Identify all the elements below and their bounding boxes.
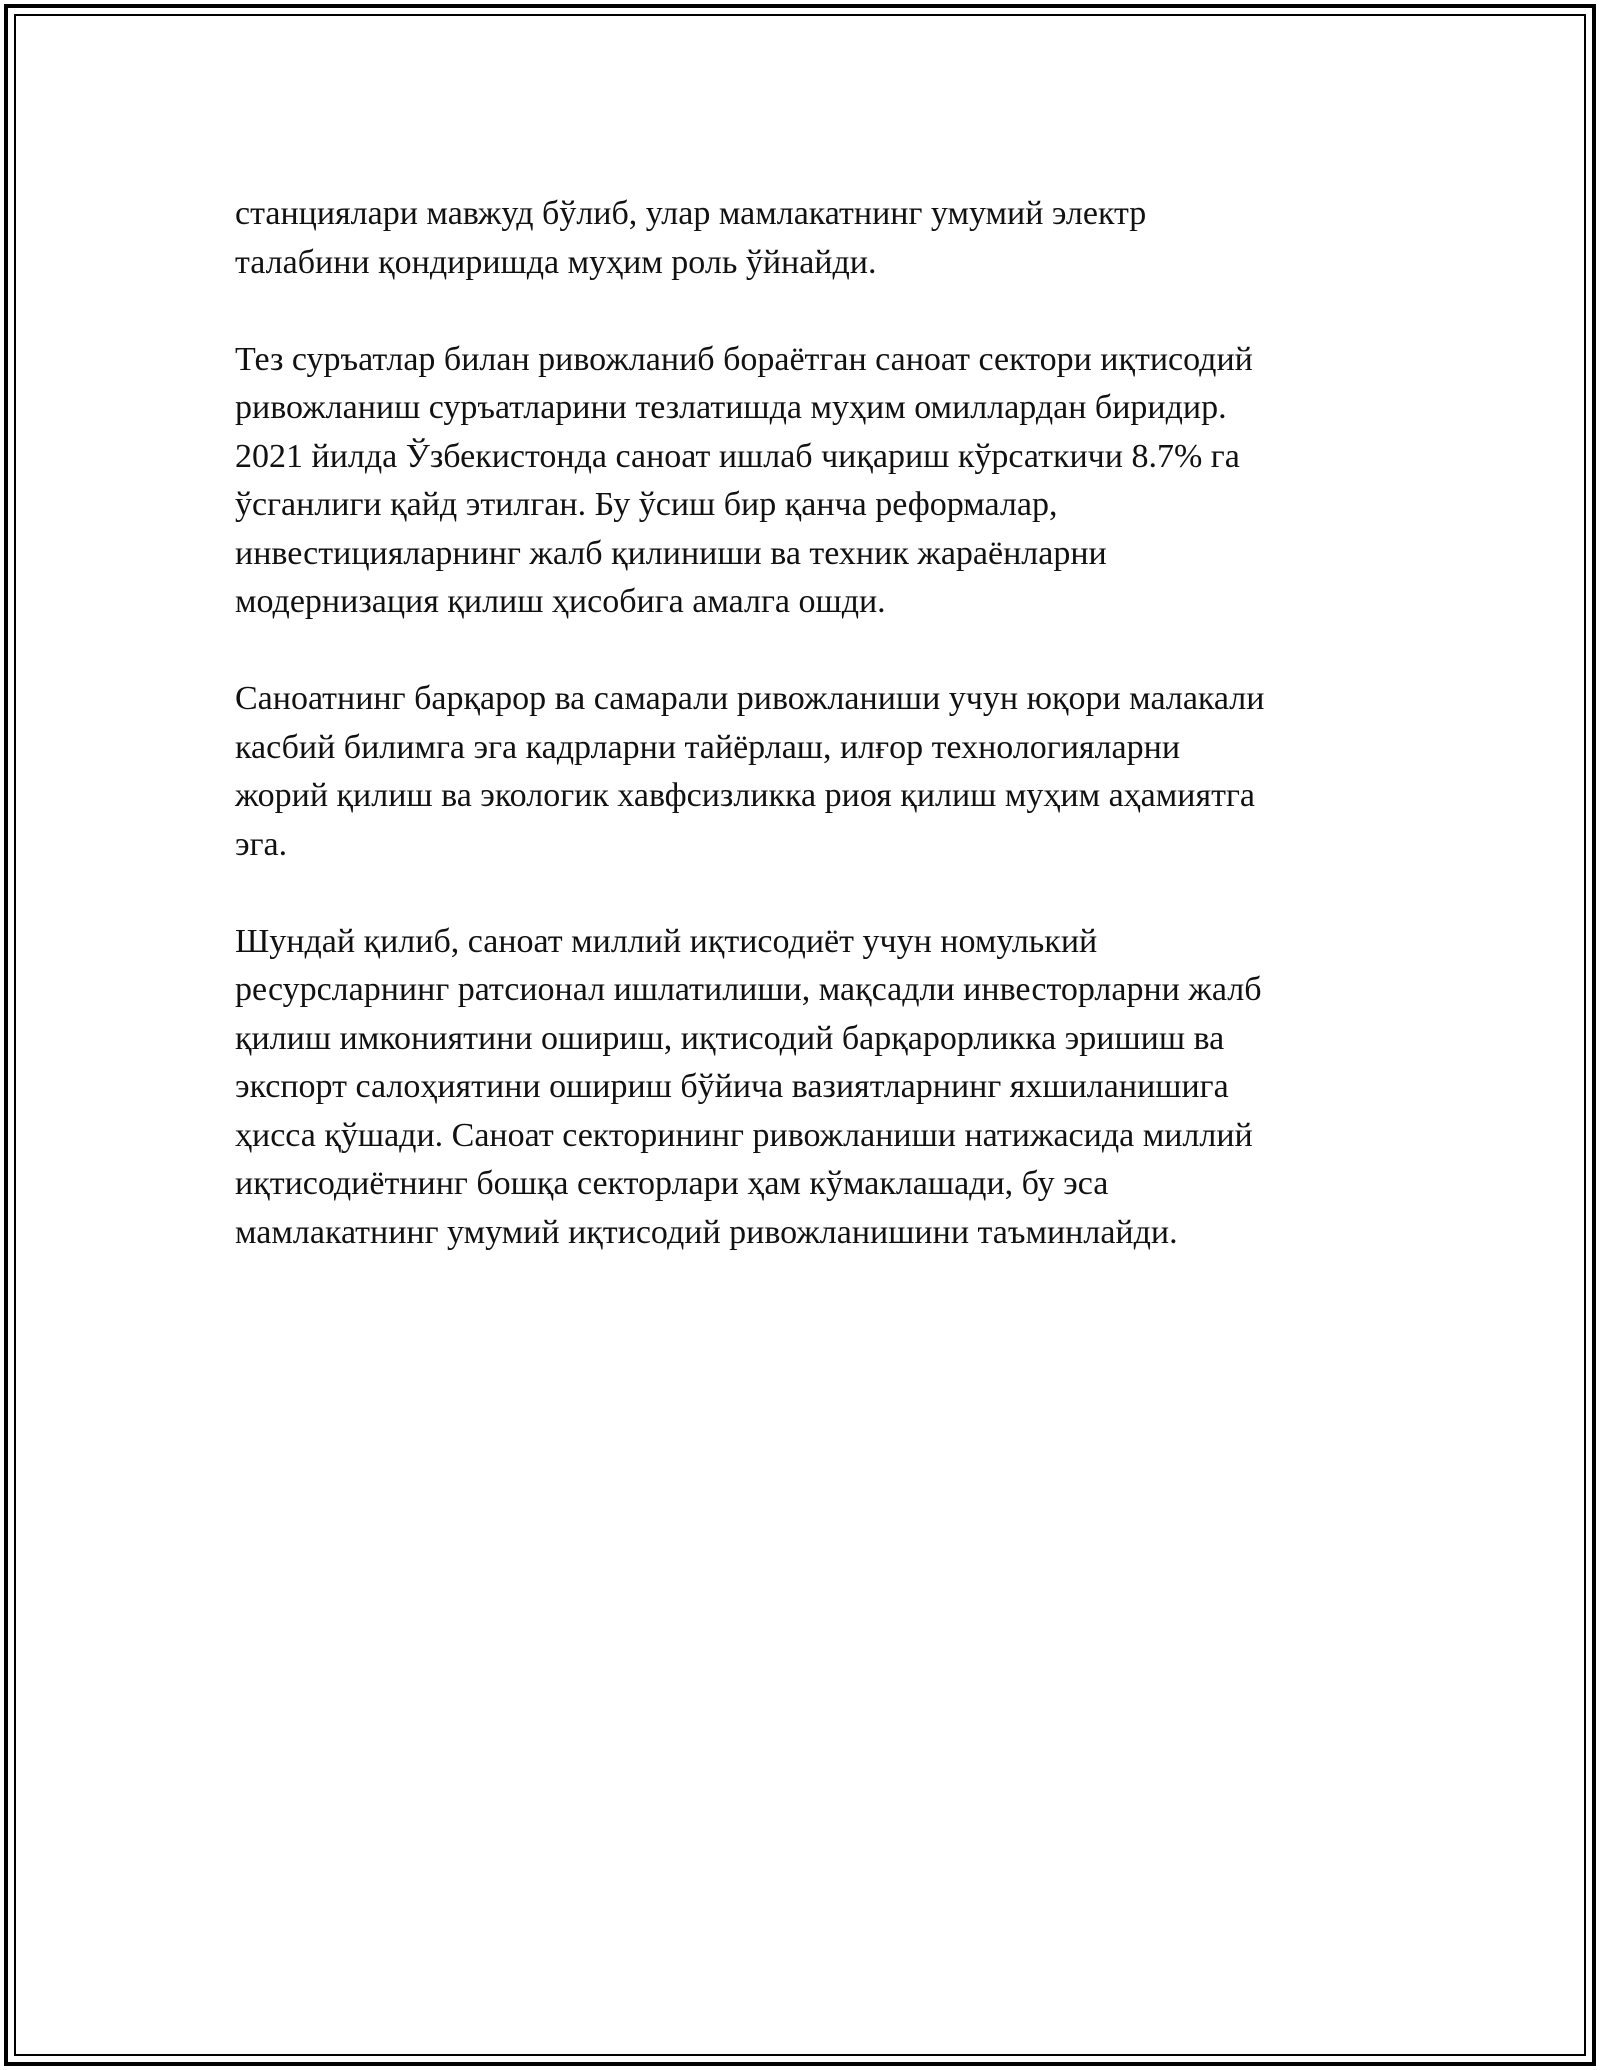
paragraph-1: станциялари мавжуд бўлиб, улар мамлакатнинг умумий электр талабини қондиришда муҳим роль ўйнайди. [235,195,1147,281]
document-body [235,190,1375,1306]
paragraph-2: Тез суръатлар билан ривожланиб бораётган саноат сектори иқтисодий ривожланиш суръатларини тезлатишда муҳим омиллардан биридир. 2021 йилда Ўзбекистонда саноат ишлаб чиқариш кўрсаткичи 8.7% га ўсганлиги қайд этилган. Бу ўсиш бир қанча реформалар, инвестицияларнинг жалб қилиниши ва техник жараёнларни модернизация қилиш ҳисобига амалга ошди. [235,340,1253,620]
paragraph-4: Шундай қилиб, саноат миллий иқтисодиёт учун номулький ресурсларнинг ратсионал ишлатилиши, мақсадли инвесторларни жалб қилиш имкониятини ошириш, иқтисодий барқарорликка эришиш ва экспорт салоҳиятини ошириш бўйича вазиятларнинг яхшиланишига ҳисса қўшади. Саноат секторининг ривожланиши натижасида миллий иқтисодиётнинг бошқа секторлари ҳам кўмаклашади, бу эса мамлакатнинг умумий иқтисодий ривожланишини таъминлайди. [235,922,1262,1251]
paragraph-3: Саноатнинг барқарор ва самарали ривожланиши учун юқори малакали касбий билимга эга кадрларни тайёрлаш, илғор технологияларни жорий қилиш ва экологик хавфсизликка риоя қилиш муҳим аҳамиятга эга. [235,680,1265,863]
